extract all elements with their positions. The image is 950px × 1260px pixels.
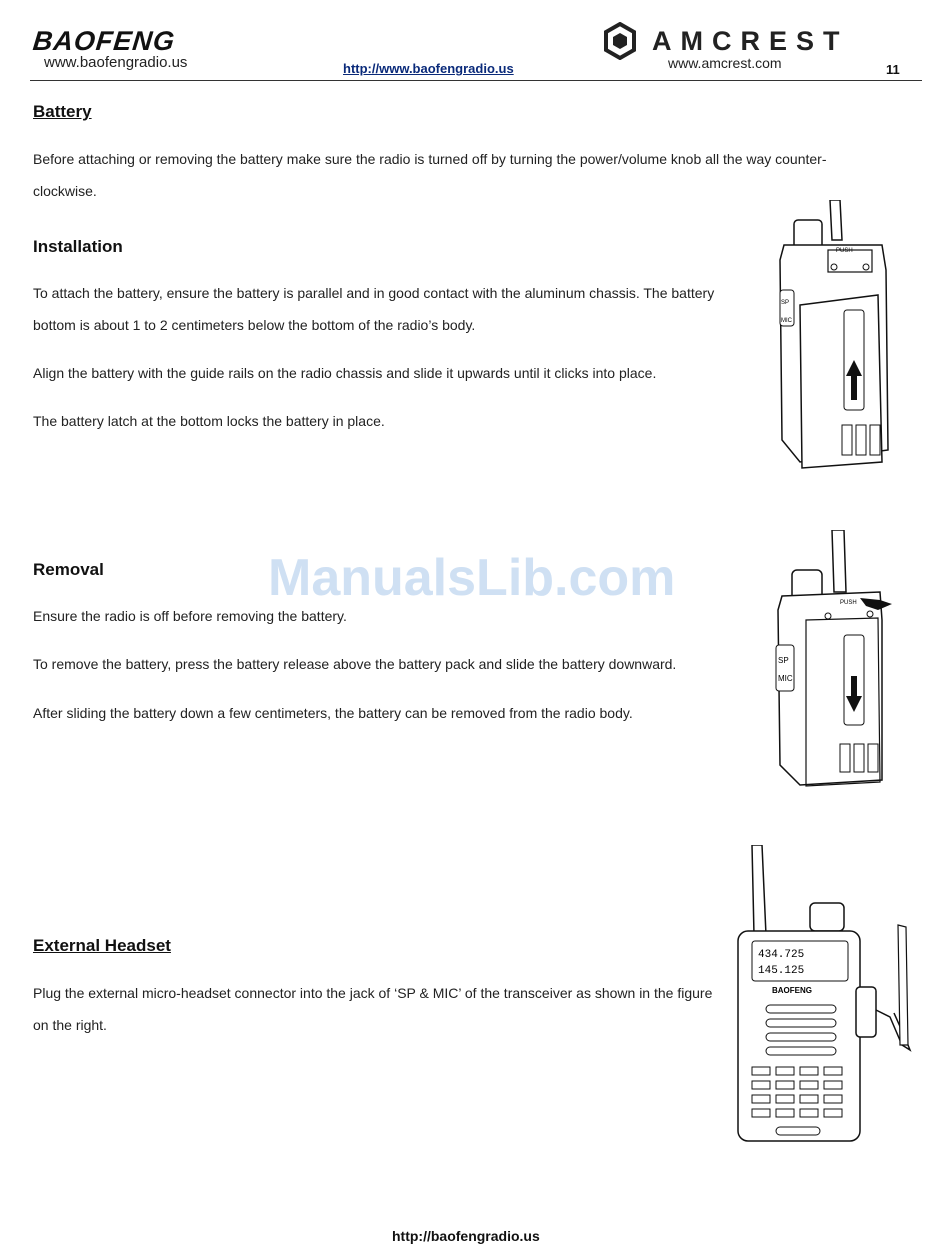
fig3-freq-2: 145.125 [758,965,805,977]
battery-install-figure [770,200,900,475]
headset-plug [856,987,876,1037]
amcrest-logo-text: AMCREST [652,26,849,56]
removal-para-3: After sliding the battery down a few centimeters, the battery can be removed from the radio body. [33,705,633,721]
baofeng-logo: BAOFENG [31,26,177,56]
fig2-mic-label: MIC [778,674,793,683]
removal-para-2: To remove the battery, press the battery release above the battery pack and slide the battery downward. [33,656,677,672]
battery-heading: Battery [33,102,92,121]
fig3-freq-1: 434.725 [758,949,805,961]
amcrest-url[interactable]: www.amcrest.com [668,55,782,71]
removal-heading: Removal [33,560,104,579]
headset-para-1: Plug the external micro-headset connector into the jack of ‘SP & MIC’ of the transceiver as shown in the figure on the right. [33,985,713,1033]
fig2-sp-label: SP [778,656,789,665]
fig1-push-label: PUSH [836,248,853,254]
fig3-brand: BAOFENG [772,986,812,995]
installation-para-2: Align the battery with the guide rails on the radio chassis and slide it upwards until it clicks into place. [33,365,657,381]
fig1-mic-label: MIC [781,318,792,324]
fig2-push-label: PUSH [840,600,857,606]
headset-heading: External Headset [33,936,171,955]
header-link[interactable]: http://www.baofengradio.us [343,61,514,76]
installation-para-1: To attach the battery, ensure the battery is parallel and in good contact with the aluminum chassis. The battery bottom is about 1 to 2 centimeters below the bottom of the radio’s body. [33,285,715,333]
installation-para-3: The battery latch at the bottom locks the battery in place. [33,413,385,429]
installation-heading: Installation [33,237,123,256]
baofeng-url[interactable]: www.baofengradio.us [44,54,188,71]
fig1-sp-label: SP [781,300,790,306]
battery-intro: Before attaching or removing the battery make sure the radio is turned off by turning the power/volume knob all the way counter-clockwise. [33,151,827,199]
amcrest-shield-icon [604,22,636,60]
removal-para-1: Ensure the radio is off before removing the battery. [33,608,347,624]
header-divider [30,80,922,81]
page-number: 11 [886,62,900,77]
watermark: ManualsLib.com [268,549,676,607]
battery-remove-figure [770,530,900,790]
headset-figure [730,845,915,1145]
footer-link[interactable]: http://baofengradio.us [392,1228,540,1244]
